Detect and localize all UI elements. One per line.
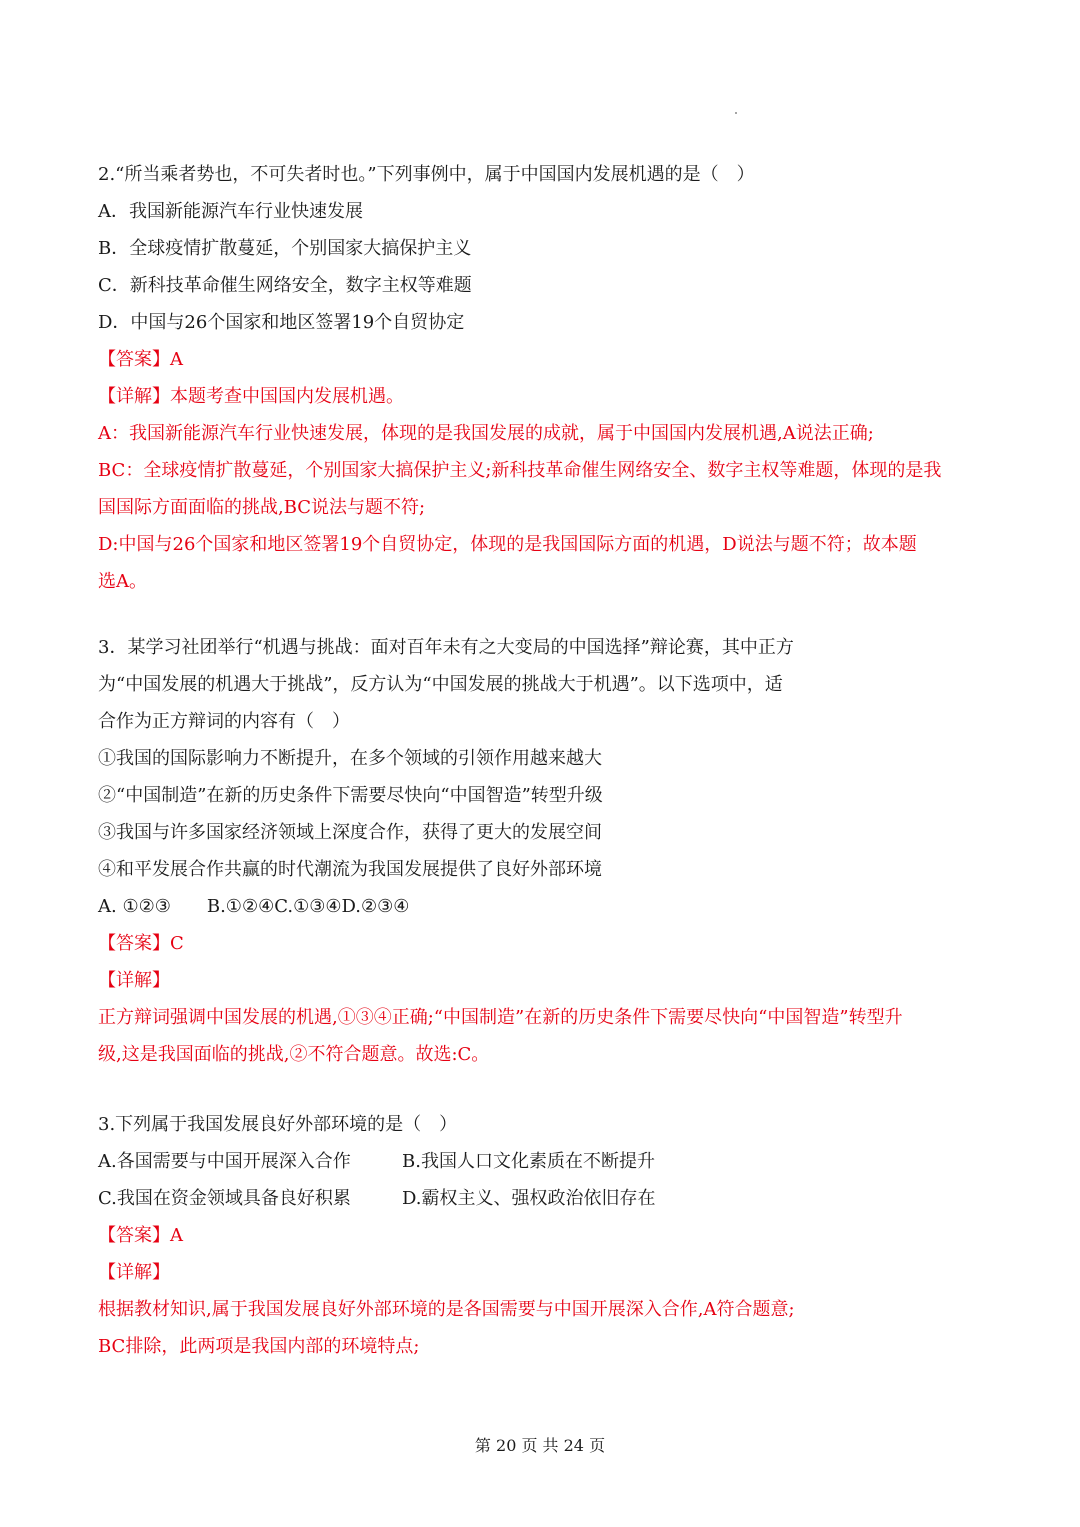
question-2-option-c: C．新科技革命催生网络安全，数字主权等难题 [98,275,472,296]
question-3-debate [98,629,988,1073]
question-3b-option-a: A.各国需要与中国开展深入合作 [98,1151,351,1172]
question-3-environment [98,1106,988,1365]
question-3-choices: A. ①②③ B.①②④C.①③④D.②③④ [98,896,410,917]
spacer [98,1073,988,1106]
question-3b-explain-line: BC排除，此两项是我国内部的环境特点; [98,1336,420,1357]
question-3-stem-line: 为“中国发展的机遇大于挑战”，反方认为“中国发展的挑战大于机遇”。以下选项中，适 [98,674,783,695]
question-3-answer: 【答案】C [98,933,184,954]
page-number-footer: 第 20 页 共 24 页 [474,1436,606,1455]
question-2-option-b: B．全球疫情扩散蔓延，个别国家大搞保护主义 [98,238,472,259]
question-3b-options-row [98,1180,988,1217]
question-2-detail: 【详解】本题考查中国国内发展机遇。 [98,386,404,407]
question-2-explain-line: A：我国新能源汽车行业快速发展，体现的是我国发展的成就，属于中国国内发展机遇,A说法正确; [98,423,874,444]
question-3b-option-b: B.我国人口文化素质在不断提升 [402,1151,655,1172]
question-3b-stem: 3.下列属于我国发展良好外部环境的是（ ） [98,1114,458,1135]
question-2-explain-line: BC：全球疫情扩散蔓延，个别国家大搞保护主义;新科技革命催生网络安全、数字主权等难题，体现的是我 [98,460,942,481]
question-3b-options-row [98,1143,988,1180]
question-3-stem-line: 3．某学习社团举行“机遇与挑战：面对百年未有之大变局的中国选择”辩论赛，其中正方 [98,637,794,658]
spacer [98,600,988,629]
question-3-explain-line: 正方辩词强调中国发展的机遇,①③④正确;“中国制造”在新的历史条件下需要尽快向“中国智造”转型升 [98,1007,903,1028]
question-2-answer: 【答案】A [98,349,183,370]
question-3-item-1: ①我国的国际影响力不断提升，在多个领域的引领作用越来越大 [98,748,602,769]
question-3b-option-d: D.霸权主义、强权政治依旧存在 [402,1188,656,1209]
question-2-explain-line: 选A。 [98,571,147,592]
question-3-item-3: ③我国与许多国家经济领域上深度合作，获得了更大的发展空间 [98,822,602,843]
question-3b-option-c: C.我国在资金领域具备良好积累 [98,1188,351,1209]
question-2 [98,156,988,600]
question-2-explain-line: 国国际方面面临的挑战,BC说法与题不符; [98,497,426,518]
question-3-stem-line: 合作为正方辩词的内容有（ ） [98,711,350,732]
question-2-stem: 2.“所当乘者势也，不可失者时也。”下列事例中，属于中国国内发展机遇的是（ ） [98,164,755,185]
page-content [98,156,988,1365]
stray-dot [735,112,737,114]
question-2-option-d: D．中国与26个国家和地区签署19个自贸协定 [98,312,465,333]
question-2-option-a: A．我国新能源汽车行业快速发展 [98,201,363,222]
question-3b-detail: 【详解】 [98,1262,170,1283]
question-2-explain-line: D:中国与26个国家和地区签署19个自贸协定，体现的是我国国际方面的机遇，D说法与题不符；故本题 [98,534,917,555]
question-3-explain-line: 级,这是我国面临的挑战,②不符合题意。故选:C。 [98,1044,490,1065]
question-3b-answer: 【答案】A [98,1225,183,1246]
question-3b-explain-line: 根据教材知识,属于我国发展良好外部环境的是各国需要与中国开展深入合作,A符合题意; [98,1299,795,1320]
question-3-item-4: ④和平发展合作共赢的时代潮流为我国发展提供了良好外部环境 [98,859,602,880]
question-3-detail: 【详解】 [98,970,170,991]
question-3-item-2: ②“中国制造”在新的历史条件下需要尽快向“中国智造”转型升级 [98,785,603,806]
